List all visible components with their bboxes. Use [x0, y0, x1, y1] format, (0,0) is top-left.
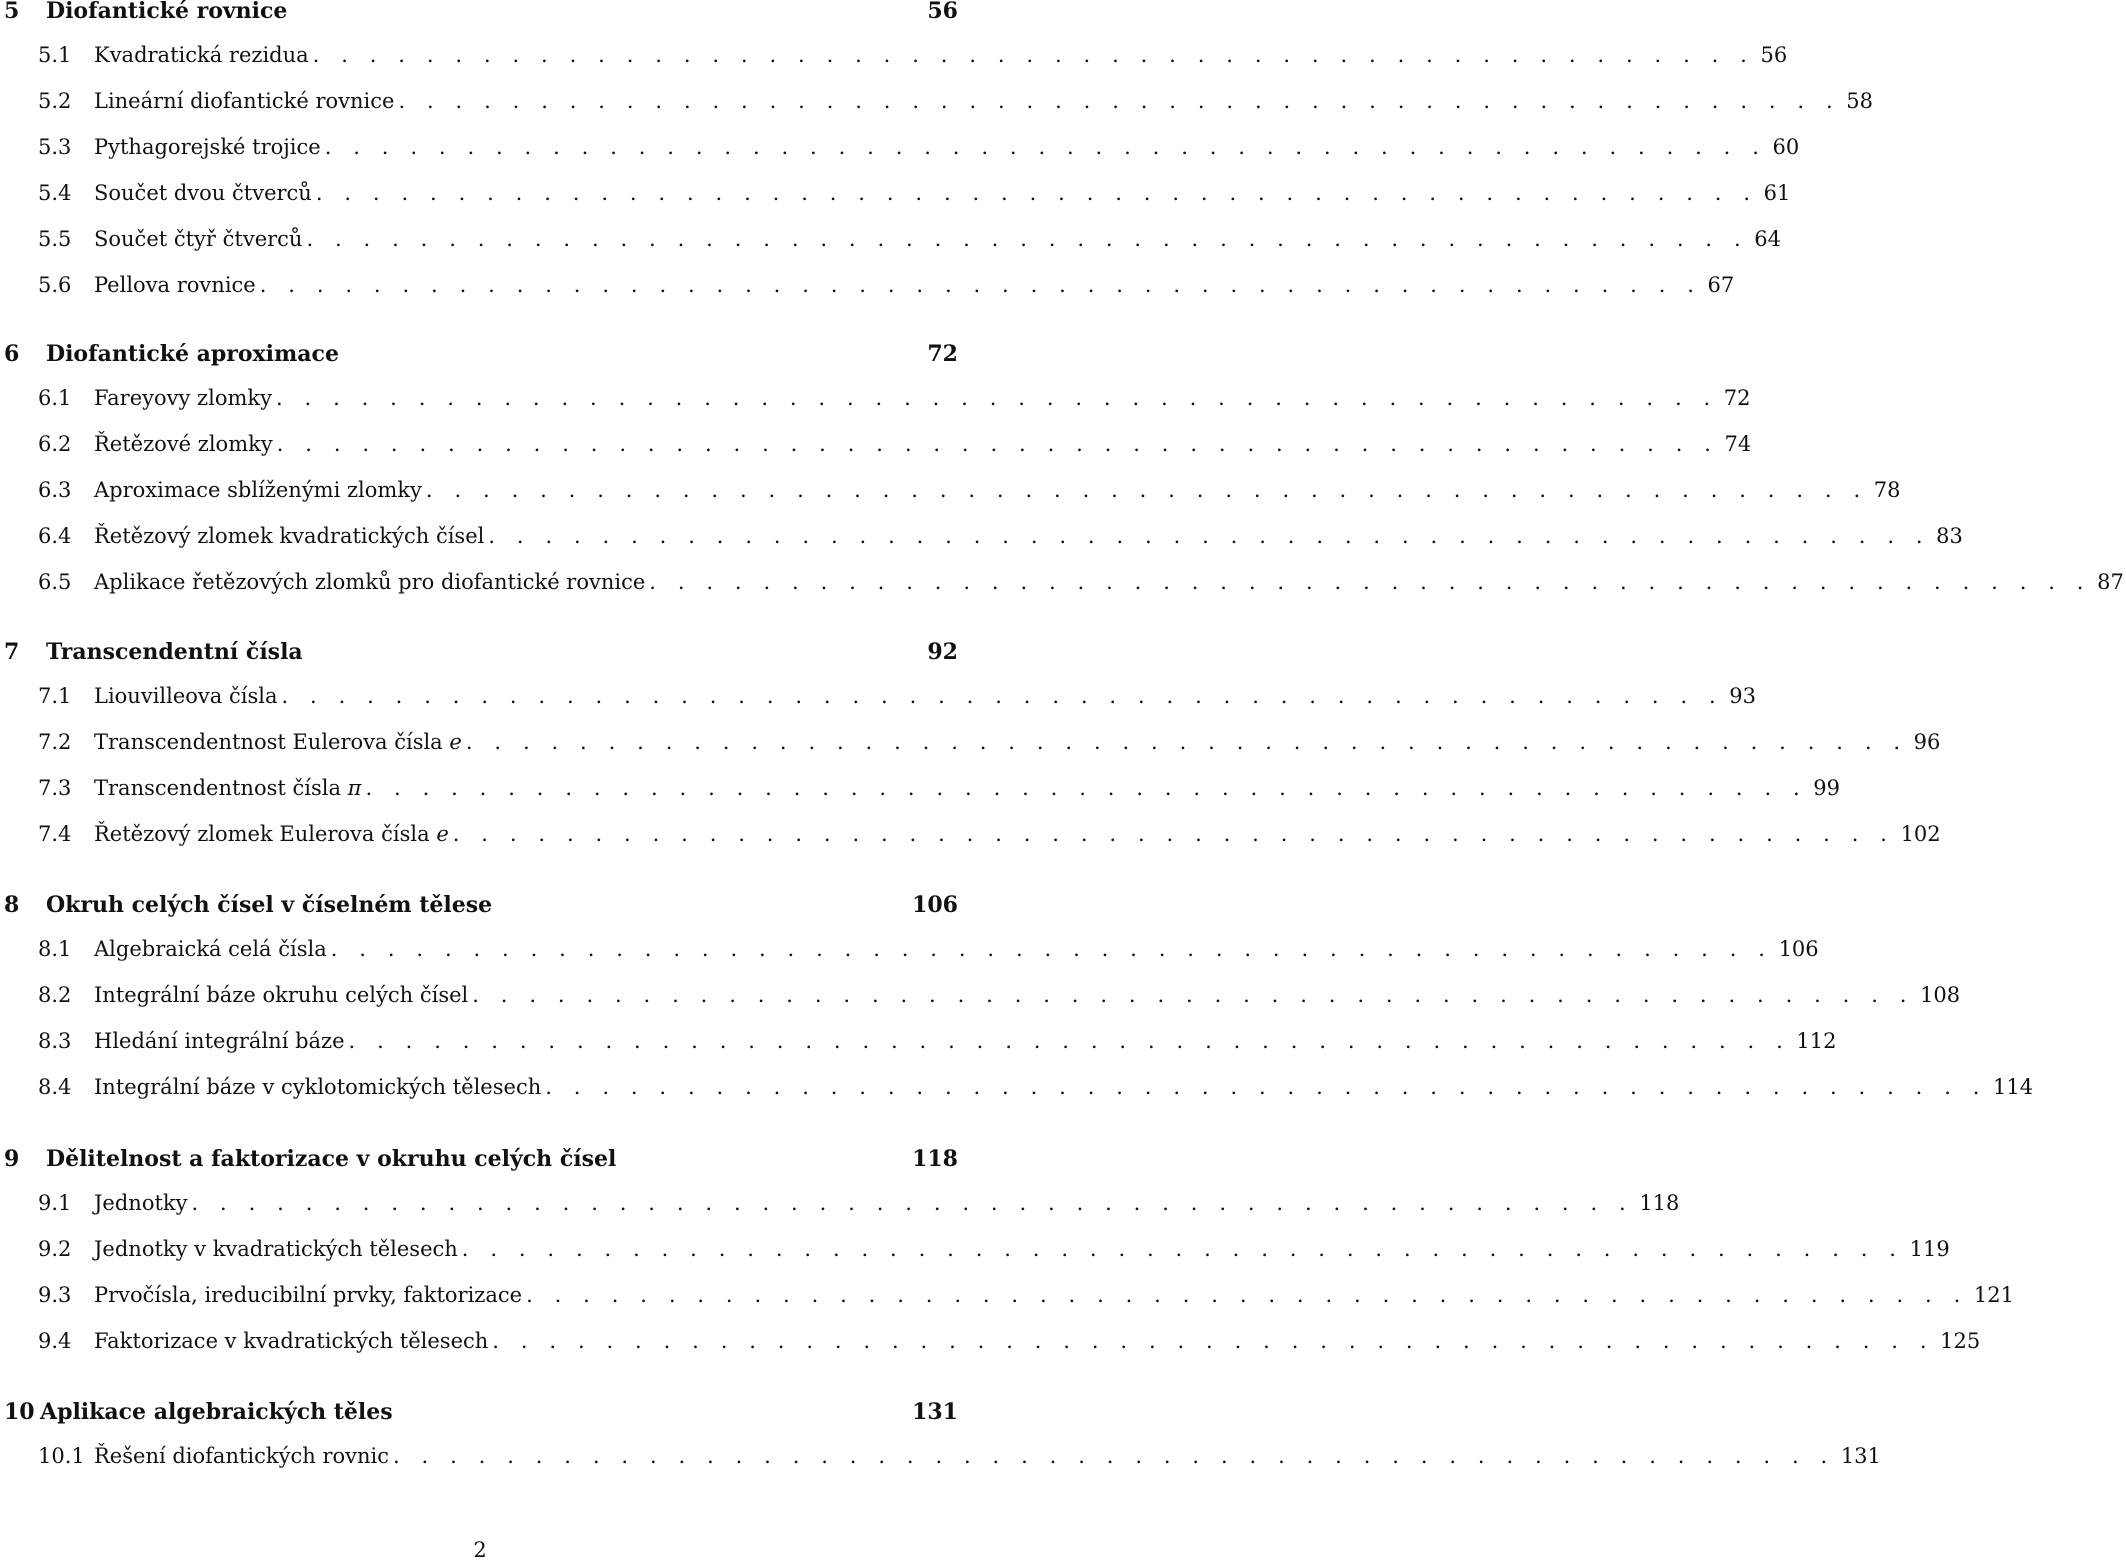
section-title	[94, 939, 327, 960]
chapter-title: Aplikace algebraických těles	[40, 1399, 393, 1425]
section-title	[94, 1077, 541, 1098]
toc-chapter-entry[interactable]	[0, 894, 960, 916]
leader-dots: . . . . . . . . . . . . . . . . . . . . . . . . . . . . . . . . . . . . . . . . . . . . . . . . . . .	[488, 524, 1931, 548]
toc-section-entry[interactable]	[0, 937, 1819, 961]
section-number: 5.3	[38, 135, 72, 159]
section-page-number: 64	[1754, 227, 1781, 251]
section-number: 6.1	[38, 386, 72, 410]
section-page-number: 118	[1639, 1191, 1680, 1215]
section-number: 5.4	[38, 181, 72, 205]
section-number: 5.2	[38, 89, 72, 113]
section-page-number: 112	[1796, 1029, 1837, 1053]
leader-dots: . . . . . . . . . . . . . . . . . . . . . . . . . . . . . . . . . . . . . . . . . . . . . . . . . . .	[259, 273, 1702, 297]
chapter-title: Dělitelnost a faktorizace v okruhu celých čísel	[46, 1146, 617, 1172]
section-number: 9.2	[38, 1237, 72, 1261]
section-page-number: 121	[1973, 1283, 2014, 1307]
toc-section-entry[interactable]	[0, 89, 1873, 113]
leader-dots: . . . . . . . . . . . . . . . . . . . . . . . . . . . . . . . . . . . . . . . . . . . . . . . . . . .	[324, 135, 1767, 159]
leader-dots: . . . . . . . . . . . . . . . . . . . . . . . . . . . . . . . . . . . . . . . . . . . . . . . . . . .	[393, 1444, 1835, 1468]
section-title	[94, 1285, 522, 1306]
chapter-page-number: 118	[912, 1146, 958, 1172]
leader-dots: . . . . . . . . . . . . . . . . . . . . . . . . . . . . . . . . . . . . . . . . . . . . . . . . . . .	[649, 570, 2092, 594]
section-number: 5.6	[38, 273, 72, 297]
chapter-number: 5	[4, 0, 20, 24]
section-title	[94, 183, 312, 204]
leader-dots: . . . . . . . . . . . . . . . . . . . . . . . . . . . . . . . . . . . . . . . . . . . . . . . . . . .	[465, 730, 1908, 754]
section-page-number: 56	[1760, 43, 1788, 67]
section-page-number: 131	[1840, 1444, 1881, 1468]
leader-dots: . . . . . . . . . . . . . . . . . . . . . . . . . . . . . . . . . . . . . . . . . . . . . . . . . . .	[330, 937, 1773, 961]
toc-section-entry[interactable]	[0, 273, 1735, 297]
section-page-number: 96	[1913, 730, 1941, 754]
toc-chapter-entry[interactable]	[0, 0, 960, 22]
section-title-text: Řetězové zlomky	[94, 432, 273, 456]
toc-section-entry[interactable]	[0, 1075, 2034, 1099]
section-title	[94, 732, 462, 753]
section-title-text: Liouvilleova čísla	[94, 684, 278, 708]
section-page-number: 99	[1813, 776, 1841, 800]
toc-section-entry[interactable]	[0, 1191, 1680, 1215]
toc-chapter-entry[interactable]	[0, 1148, 960, 1170]
section-title	[94, 526, 484, 547]
leader-dots: . . . . . . . . . . . . . . . . . . . . . . . . . . . . . . . . . . . . . . . . . . . . . . . . . . .	[365, 776, 1808, 800]
section-title-text: Prvočísla, ireducibilní prvky, faktorizace	[94, 1283, 523, 1307]
leader-dots: . . . . . . . . . . . . . . . . . . . . . . . . . . . . . . . . . . . . . . . . . . . . . . . . . . .	[191, 1191, 1634, 1215]
section-title	[94, 1193, 188, 1214]
toc-section-entry[interactable]	[0, 432, 1752, 456]
chapter-number: 9	[4, 1146, 20, 1172]
section-title	[94, 388, 272, 409]
math-symbol: e	[436, 822, 449, 846]
leader-dots: . . . . . . . . . . . . . . . . . . . . . . . . . . . . . . . . . . . . . . . . . . . . . . . . . . .	[275, 386, 1718, 410]
section-number: 6.2	[38, 432, 72, 456]
section-title-text: Součet dvou čtverců	[94, 181, 312, 205]
section-number: 8.2	[38, 983, 72, 1007]
toc-section-entry[interactable]	[0, 386, 1751, 410]
section-title-text: Řetězový zlomek Eulerova čísla	[94, 822, 430, 846]
section-number: 7.2	[38, 730, 72, 754]
chapter-number: 6	[4, 341, 20, 367]
leader-dots: . . . . . . . . . . . . . . . . . . . . . . . . . . . . . . . . . . . . . . . . . . . . . . . . . . .	[348, 1029, 1791, 1053]
toc-section-entry[interactable]	[0, 227, 1781, 251]
section-title	[94, 1446, 389, 1467]
section-title-text: Jednotky v kvadratických tělesech	[94, 1237, 458, 1261]
toc-section-entry[interactable]	[0, 43, 1788, 67]
chapter-title: Okruh celých čísel v číselném tělese	[46, 892, 493, 918]
section-title	[94, 824, 449, 845]
chapter-page-number: 131	[912, 1399, 958, 1425]
toc-section-entry[interactable]	[0, 478, 1901, 502]
section-page-number: 72	[1723, 386, 1751, 410]
section-page-number: 114	[1993, 1075, 2034, 1099]
section-number: 7.1	[38, 684, 72, 708]
section-number: 8.4	[38, 1075, 72, 1099]
section-title-text: Transcendentnost Eulerova čísla	[94, 730, 443, 754]
section-title	[94, 1031, 345, 1052]
leader-dots: . . . . . . . . . . . . . . . . . . . . . . . . . . . . . . . . . . . . . . . . . . . . . . . . . . .	[312, 43, 1755, 67]
section-title-text: Součet čtyř čtverců	[94, 227, 303, 251]
leader-dots: . . . . . . . . . . . . . . . . . . . . . . . . . . . . . . . . . . . . . . . . . . . . . . . . . . .	[492, 1329, 1935, 1353]
section-number: 5.5	[38, 227, 72, 251]
section-title	[94, 45, 309, 66]
leader-dots: . . . . . . . . . . . . . . . . . . . . . . . . . . . . . . . . . . . . . . . . . . . . . . . . . . .	[398, 89, 1841, 113]
chapter-page-number: 106	[912, 892, 958, 918]
section-title-text: Pellova rovnice	[94, 273, 256, 297]
section-title-text: Integrální báze okruhu celých čísel	[94, 983, 469, 1007]
section-title	[94, 275, 256, 296]
section-page-number: 78	[1873, 478, 1901, 502]
toc-section-entry[interactable]	[0, 1329, 1981, 1353]
section-page-number: 61	[1763, 181, 1791, 205]
chapter-page-number: 92	[927, 639, 958, 665]
leader-dots: . . . . . . . . . . . . . . . . . . . . . . . . . . . . . . . . . . . . . . . . . . . . . . . . . . .	[526, 1283, 1968, 1307]
section-title-text: Algebraická celá čísla	[94, 937, 327, 961]
section-number: 6.3	[38, 478, 72, 502]
toc-section-entry[interactable]	[0, 822, 1941, 846]
section-page-number: 67	[1707, 273, 1735, 297]
leader-dots: . . . . . . . . . . . . . . . . . . . . . . . . . . . . . . . . . . . . . . . . . . . . . . . . . . .	[276, 432, 1719, 456]
section-number: 5.1	[38, 43, 72, 67]
section-page-number: 93	[1729, 684, 1757, 708]
leader-dots: . . . . . . . . . . . . . . . . . . . . . . . . . . . . . . . . . . . . . . . . . . . . . . . . . . .	[315, 181, 1758, 205]
math-symbol: π	[347, 776, 362, 800]
section-title-text: Faktorizace v kvadratických tělesech	[94, 1329, 489, 1353]
section-number: 6.5	[38, 570, 72, 594]
chapter-page-number: 72	[927, 341, 958, 367]
section-page-number: 119	[1909, 1237, 1950, 1261]
leader-dots: . . . . . . . . . . . . . . . . . . . . . . . . . . . . . . . . . . . . . . . . . . . . . . . . . . .	[472, 983, 1915, 1007]
section-title	[94, 91, 394, 112]
chapter-number: 8	[4, 892, 20, 918]
toc-section-entry[interactable]	[0, 776, 1841, 800]
section-number: 6.4	[38, 524, 72, 548]
section-title-text: Aplikace řetězových zlomků pro diofantické rovnice	[94, 570, 646, 594]
section-title-text: Řešení diofantických rovnic	[94, 1444, 389, 1468]
toc-chapter-entry[interactable]	[0, 641, 960, 663]
section-page-number: 125	[1940, 1329, 1981, 1353]
chapter-page-number: 56	[927, 0, 958, 24]
section-page-number: 58	[1846, 89, 1873, 113]
leader-dots: . . . . . . . . . . . . . . . . . . . . . . . . . . . . . . . . . . . . . . . . . . . . . . . . . . .	[306, 227, 1749, 251]
toc-section-entry[interactable]	[0, 1283, 2014, 1307]
toc-chapter-entry[interactable]	[0, 343, 960, 365]
section-title	[94, 686, 277, 707]
section-title-text: Jednotky	[94, 1191, 188, 1215]
section-title	[94, 1331, 488, 1352]
section-page-number: 74	[1724, 432, 1752, 456]
section-title-text: Řetězový zlomek kvadratických čísel	[94, 524, 485, 548]
section-title	[94, 480, 422, 501]
section-number: 10.1	[38, 1444, 85, 1468]
math-symbol: e	[449, 730, 462, 754]
section-page-number: 108	[1920, 983, 1961, 1007]
section-page-number: 87	[2097, 570, 2124, 594]
section-page-number: 83	[1936, 524, 1963, 548]
leader-dots: . . . . . . . . . . . . . . . . . . . . . . . . . . . . . . . . . . . . . . . . . . . . . . . . . . .	[425, 478, 1868, 502]
section-number: 8.1	[38, 937, 72, 961]
toc-section-entry[interactable]	[0, 730, 1941, 754]
section-title-text: Lineární diofantické rovnice	[94, 89, 395, 113]
section-number: 9.4	[38, 1329, 72, 1353]
toc-section-entry[interactable]	[0, 983, 1961, 1007]
section-title-text: Pythagorejské trojice	[94, 135, 321, 159]
leader-dots: . . . . . . . . . . . . . . . . . . . . . . . . . . . . . . . . . . . . . . . . . . . . . . . . . . .	[281, 684, 1724, 708]
section-number: 8.3	[38, 1029, 72, 1053]
section-title-text: Kvadratická rezidua	[94, 43, 309, 67]
toc-chapter-entry[interactable]	[0, 1401, 960, 1423]
section-title-text: Aproximace sblíženými zlomky	[94, 478, 422, 502]
section-title-text: Hledání integrální báze	[94, 1029, 345, 1053]
toc-section-entry[interactable]	[0, 1444, 1881, 1468]
toc-section-entry[interactable]	[0, 684, 1757, 708]
section-title	[94, 985, 468, 1006]
section-title-text: Transcendentnost čísla	[94, 776, 341, 800]
toc-section-entry[interactable]	[0, 570, 2124, 594]
section-page-number: 60	[1772, 135, 1800, 159]
chapter-number: 10	[4, 1399, 35, 1425]
section-number: 9.1	[38, 1191, 72, 1215]
chapter-title: Diofantické aproximace	[46, 341, 339, 367]
section-title	[94, 434, 273, 455]
section-title-text: Integrální báze v cyklotomických tělesech	[94, 1075, 542, 1099]
toc-section-entry[interactable]	[0, 181, 1791, 205]
section-number: 7.4	[38, 822, 72, 846]
section-number: 9.3	[38, 1283, 72, 1307]
toc-section-entry[interactable]	[0, 1237, 1950, 1261]
section-title	[94, 778, 361, 799]
leader-dots: . . . . . . . . . . . . . . . . . . . . . . . . . . . . . . . . . . . . . . . . . . . . . . . . . . .	[545, 1075, 1988, 1099]
section-number: 7.3	[38, 776, 72, 800]
section-title	[94, 137, 321, 158]
chapter-number: 7	[4, 639, 20, 665]
chapter-title: Transcendentní čísla	[46, 639, 303, 665]
toc-section-entry[interactable]	[0, 135, 1800, 159]
toc-section-entry[interactable]	[0, 1029, 1837, 1053]
section-title	[94, 1239, 458, 1260]
leader-dots: . . . . . . . . . . . . . . . . . . . . . . . . . . . . . . . . . . . . . . . . . . . . . . . . . . .	[461, 1237, 1904, 1261]
section-title	[94, 572, 645, 593]
leader-dots: . . . . . . . . . . . . . . . . . . . . . . . . . . . . . . . . . . . . . . . . . . . . . . . . . . .	[452, 822, 1895, 846]
page-number: 2	[473, 1538, 487, 1562]
section-page-number: 102	[1900, 822, 1941, 846]
chapter-title: Diofantické rovnice	[46, 0, 288, 24]
section-title-text: Fareyovy zlomky	[94, 386, 272, 410]
section-title	[94, 229, 302, 250]
section-page-number: 106	[1778, 937, 1819, 961]
toc-section-entry[interactable]	[0, 524, 1963, 548]
